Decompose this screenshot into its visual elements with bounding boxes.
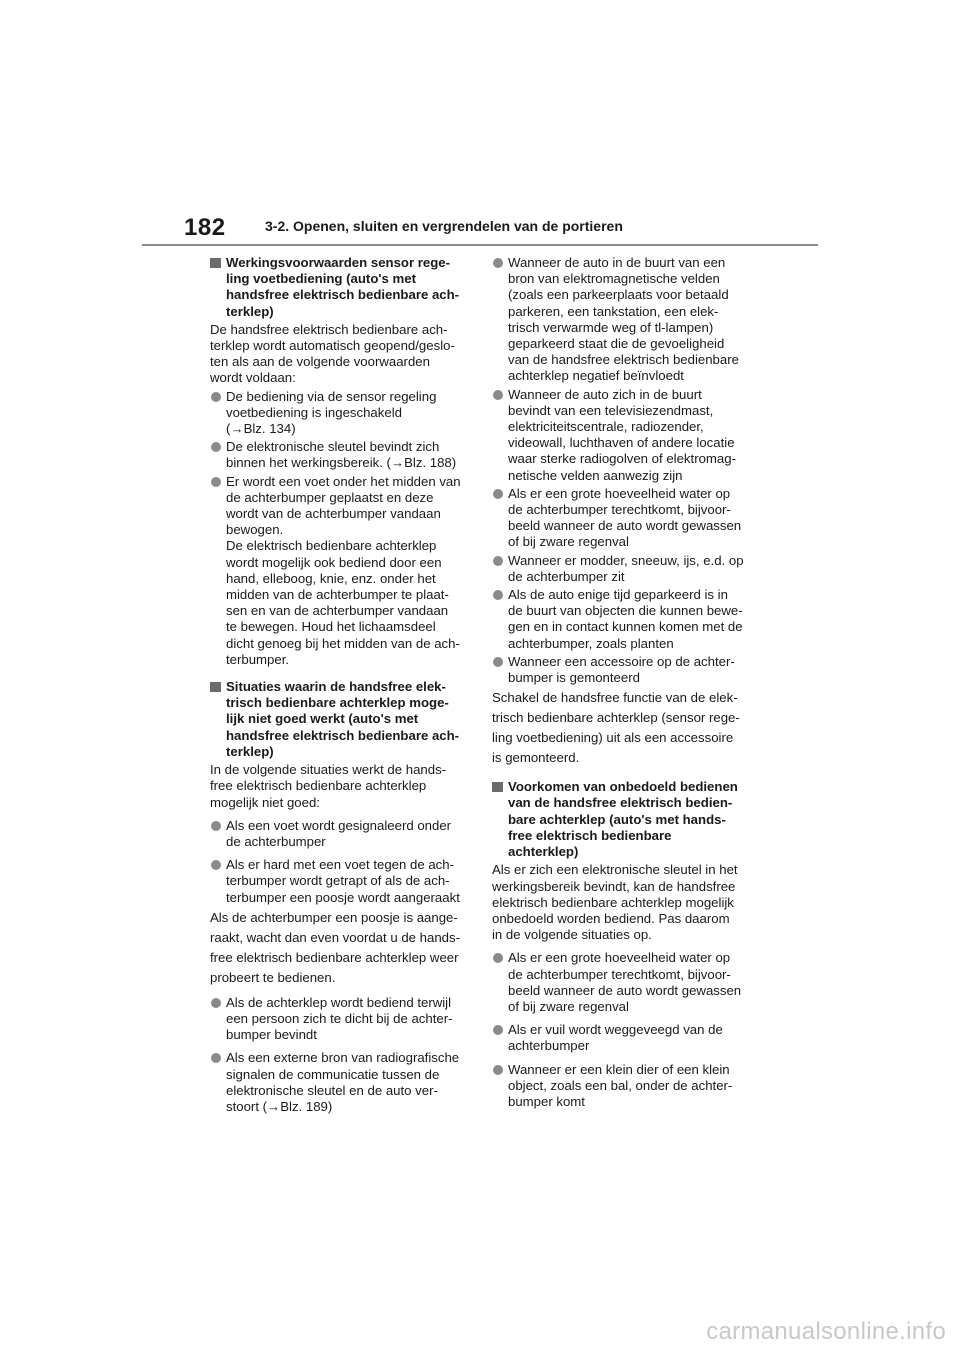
list-item-text: Wanneer er modder, sneeuw, ijs, e.d. op de achterbumper zit [508, 552, 744, 584]
paragraph: In de volgende situaties werkt de hands- free elektrisch bedienbare achterklep mogelijk niet goed: [210, 762, 447, 810]
list-item-text: Als een externe bron van radiografische signalen de communicatie tussen de elektronische sleutel en de auto ver- stoort (→Blz. 189) [226, 1050, 460, 1114]
list-item-text: Als een voet wordt gesignaleerd onder de achterbumper [226, 817, 452, 849]
paragraph: De handsfree elektrisch bedienbare ach- terklep wordt automatisch geopend/geslo- ten als aan de volgende voorwaarden wordt voldaan: [210, 321, 455, 386]
heading-text: Voorkomen van onbedoeld bedienen van de handsfree elektrisch bedien- bare achterklep (auto's met hands- free elektrisch bedienbare achterklep) [508, 779, 738, 860]
list-item [492, 255, 754, 385]
list-item [492, 654, 754, 686]
list-item [492, 1022, 754, 1054]
list-item [492, 553, 754, 585]
bullet-icon [493, 556, 503, 566]
list-item-text: Wanneer de auto zich in de buurt bevindt van een televisiezendmast, elektriciteitscentrale, radiozender, videowall, luchthaven of andere locatie waar sterke radiogolven of elektromag- netische velden aanwezig zijn [508, 386, 736, 483]
list-item-text: Wanneer er een klein dier of een klein object, zoals een bal, onder de achter- bumper komt [508, 1061, 733, 1109]
right-column [492, 255, 754, 1112]
bullet-icon [493, 258, 503, 268]
list-item [492, 587, 754, 652]
bullet-icon [211, 998, 221, 1008]
bullet-icon [493, 590, 503, 600]
bullet-icon [211, 860, 221, 870]
list-item-text: Als er hard met een voet tegen de ach- terbumper wordt getrapt of als de ach- terbumper een poosje wordt aangeraakt [226, 857, 460, 905]
heading-text: Werkingsvoorwaarden sensor rege- ling voetbediening (auto's met handsfree elektrisch bedienbare ach- terklep) [226, 255, 460, 319]
bullet-icon [211, 821, 221, 831]
section-title: 3-2. Openen, sluiten en vergrendelen van de portieren [265, 218, 623, 234]
bullet-icon [211, 392, 221, 402]
left-column [210, 255, 472, 1117]
list-item [210, 439, 472, 471]
heading-text: Situaties waarin de handsfree elek- trisch bedienbare achterklep moge- lijk niet goed werkt (auto's met handsfree elektrisch bedienbare ach- terklep) [226, 679, 460, 759]
list-item [492, 387, 754, 484]
list-item-text: Wanneer een accessoire op de achter- bumper is gemonteerd [508, 653, 735, 686]
list-item-text: Als er een grote hoeveelheid water op de achterbumper terechtkomt, bijvoor- beeld wanneer de auto wordt gewassen of bij zware regenval [508, 950, 742, 1014]
bullet-icon [211, 477, 221, 487]
list-item [210, 818, 472, 850]
list-item-text: Als de achterklep wordt bediend terwijl een persoon zich te dicht bij de achter- bumper bevindt [226, 994, 453, 1043]
list-item [210, 857, 472, 906]
list-item-text: De elektronische sleutel bevindt zich binnen het werkingsbereik. (→Blz. 188) [226, 439, 457, 471]
watermark: carmanualsonline.info [706, 1318, 946, 1345]
bullet-icon [211, 1053, 221, 1063]
square-bullet-icon [210, 682, 221, 692]
heading-operating-conditions [210, 255, 472, 320]
bullet-icon [493, 390, 503, 400]
square-bullet-icon [210, 258, 221, 268]
paragraph: Als de achterbumper een poosje is aange- raakt, wacht dan even voordat u de hands- free elektrisch bedienbare achterklep weer probeert te bedienen. [210, 909, 460, 985]
list-item-text: Er wordt een voet onder het midden van de achterbumper geplaatst en deze wordt van de achterbumper vandaan bewogen. De elektrisch bedienbare achterklep wordt mogelijk ook bediend door een hand, elleboog, knie, enz. onder het midden van de achterbumper te plaat- sen en van de achterbumper vandaan te bewegen. Houd het lichaamsdeel dicht genoeg bij het midden van de ach- terbumper. [226, 473, 461, 667]
header-divider [142, 244, 818, 246]
list-item [210, 995, 472, 1044]
heading-prevent-unintended-operation [492, 779, 754, 860]
square-bullet-icon [492, 782, 503, 792]
list-item [210, 1050, 472, 1115]
list-item-text: Wanneer de auto in de buurt van een bron van elektromagnetische velden (zoals een parkeerplaats voor betaald parkeren, een tankstation, een elek- trisch verwarmde weg of tl-lampen) geparkeerd staat die de gevoeligheid van de handsfree elektrisch bedienbare achterklep negatief beïnvloedt [508, 255, 739, 384]
bullet-icon [493, 489, 503, 499]
heading-malfunction-situations [210, 679, 472, 760]
list-item-text: De bediening via de sensor regeling voetbediening is ingeschakeld (→Blz. 134) [226, 388, 437, 437]
page-number: 182 [184, 214, 226, 241]
paragraph: Schakel de handsfree functie van de elek- trisch bedienbare achterklep (sensor rege- ling voetbediening) uit als een accessoire is gemonteerd. [492, 690, 740, 766]
bullet-icon [493, 953, 503, 963]
list-item [492, 950, 754, 1015]
list-item-text: Als er vuil wordt weggeveegd van de achterbumper [508, 1022, 723, 1054]
list-item [210, 389, 472, 438]
list-item [492, 486, 754, 551]
list-item-text: Als de auto enige tijd geparkeerd is in de buurt van objecten die kunnen bewe- gen en in contact kunnen komen met de achterbumper, zoals planten [508, 587, 743, 651]
list-item [210, 474, 472, 668]
list-item-text: Als er een grote hoeveelheid water op de achterbumper terechtkomt, bijvoor- beeld wanneer de auto wordt gewassen of bij zware regenval [508, 485, 742, 550]
bullet-icon [493, 1025, 503, 1035]
bullet-icon [211, 442, 221, 452]
list-item [492, 1062, 754, 1111]
bullet-icon [493, 657, 503, 667]
paragraph: Als er zich een elektronische sleutel in het werkingsbereik bevindt, kan de handsfree elektrisch bedienbare achterklep mogelijk onbedoeld worden bediend. Pas daarom in de volgende situaties op. [492, 862, 738, 943]
bullet-icon [493, 1065, 503, 1075]
